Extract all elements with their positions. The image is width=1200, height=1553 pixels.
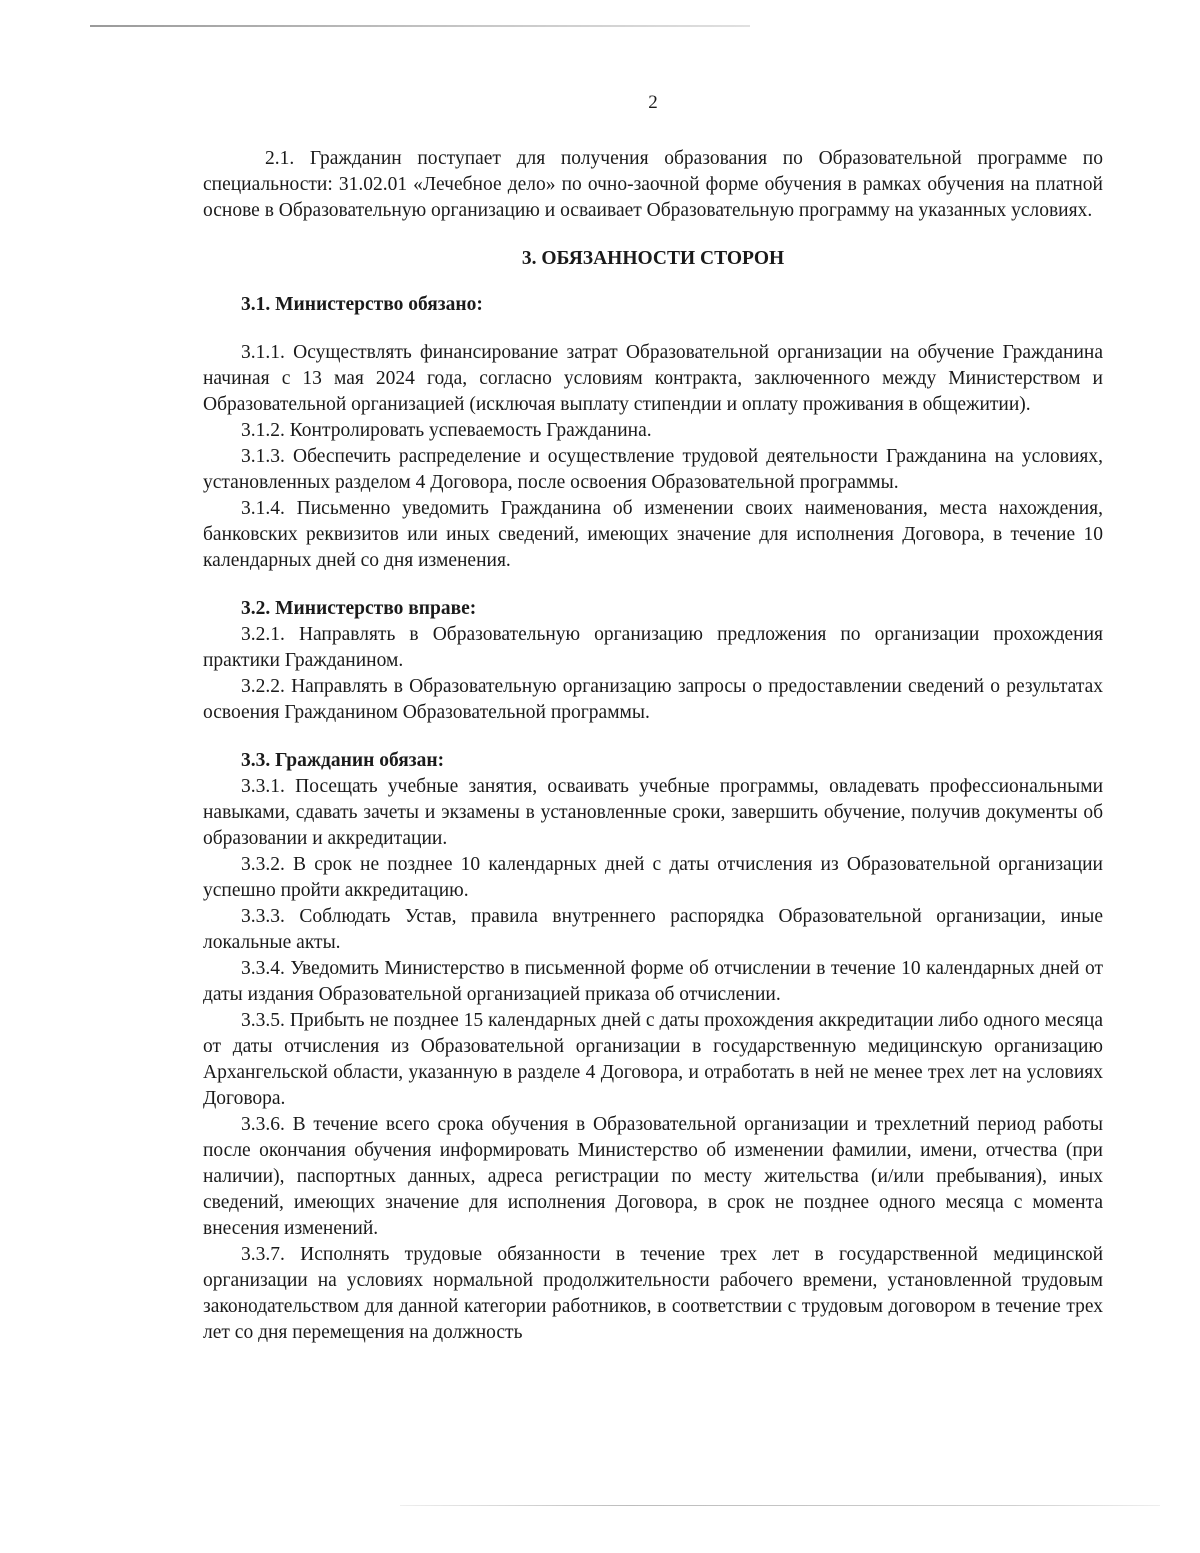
- paragraph-3-2-2: 3.2.2. Направлять в Образовательную организацию запросы о предоставлении сведений о результатах освоения Гражданином Образовательной программы.: [203, 676, 1103, 723]
- scan-edge-top: [90, 25, 750, 27]
- paragraph-3-3-7: 3.3.7. Исполнять трудовые обязанности в течение трех лет в государственной медицинской организации на условиях нормальной продолжительности рабочего времени, установленной трудовым законодательством для данной категории работников, в соответствии с трудовым договором в течение трех лет со дня перемещения на должность: [203, 1244, 1103, 1343]
- paragraph-3-3-2: 3.3.2. В срок не позднее 10 календарных дней с даты отчисления из Образовательной организации успешно пройти аккредитацию.: [203, 854, 1103, 901]
- subsection-title-3-2: 3.2. Министерство вправе:: [241, 598, 477, 619]
- subsection-title-3-3: 3.3. Гражданин обязан:: [241, 750, 445, 771]
- paragraph-3-1-1: 3.1.1. Осуществлять финансирование затрат Образовательной организации на обучение Гражданина начиная с 13 мая 2024 года, согласно условиям контракта, заключенного между Министерством и Образовательной организацией (исключая выплату стипендии и оплату проживания в общежитии).: [203, 342, 1103, 415]
- paragraph-3-3-4: 3.3.4. Уведомить Министерство в письменной форме об отчислении в течение 10 календарных дней от даты издания Образовательной организацией приказа об отчислении.: [203, 958, 1103, 1005]
- paragraph-3-3-3: 3.3.3. Соблюдать Устав, правила внутреннего распорядка Образовательной организации, иные локальные акты.: [203, 906, 1103, 953]
- subsection-title-3-1: 3.1. Министерство обязано:: [241, 294, 483, 315]
- scan-edge-bottom: [400, 1505, 1160, 1506]
- paragraph-2-1: 2.1. Гражданин поступает для получения образования по Образовательной программе по специальности: 31.02.01 «Лечебное дело» по очно-заочной форме обучения в рамках обучения на платной основе в Образовательную организацию и осваивает Образовательную программу на указанных условиях.: [203, 148, 1103, 221]
- paragraph-3-3-6: 3.3.6. В течение всего срока обучения в Образовательной организации и трехлетний период работы после окончания обучения информировать Министерство об изменении фамилии, имени, отчества (при наличии), паспортных данных, адреса регистрации по месту жительства (и/или пребывания), иных сведений, имеющих значение для исполнения Договора, в срок не позднее одного месяца с момента внесения изменений.: [203, 1114, 1103, 1239]
- document-page: [203, 90, 1103, 1346]
- section-title: 3. ОБЯЗАННОСТИ СТОРОН: [521, 248, 785, 269]
- paragraph-3-1-3: 3.1.3. Обеспечить распределение и осуществление трудовой деятельности Гражданина на условиях, установленных разделом 4 Договора, после освоения Образовательной программы.: [203, 446, 1103, 493]
- paragraph-3-3-5: 3.3.5. Прибыть не позднее 15 календарных дней с даты прохождения аккредитации либо одного месяца от даты отчисления из Образовательной организации в государственную медицинскую организацию Архангельской области, указанную в разделе 4 Договора, и отработать в ней не менее трех лет на условиях Договора.: [203, 1010, 1103, 1109]
- paragraph-3-2-1: 3.2.1. Направлять в Образовательную организацию предложения по организации прохождения практики Гражданином.: [203, 624, 1103, 671]
- paragraph-3-1-2: 3.1.2. Контролировать успеваемость Гражданина.: [241, 420, 652, 441]
- page-number: 2: [648, 92, 658, 113]
- paragraph-3-1-4: 3.1.4. Письменно уведомить Гражданина об изменении своих наименования, места нахождения, банковских реквизитов или иных сведений, имеющих значение для исполнения Договора, в течение 10 календарных дней со дня изменения.: [203, 498, 1103, 571]
- paragraph-3-3-1: 3.3.1. Посещать учебные занятия, осваивать учебные программы, овладевать профессиональными навыками, сдавать зачеты и экзамены в установленные сроки, завершить обучение, получив документы об образовании и аккредитации.: [203, 776, 1103, 849]
